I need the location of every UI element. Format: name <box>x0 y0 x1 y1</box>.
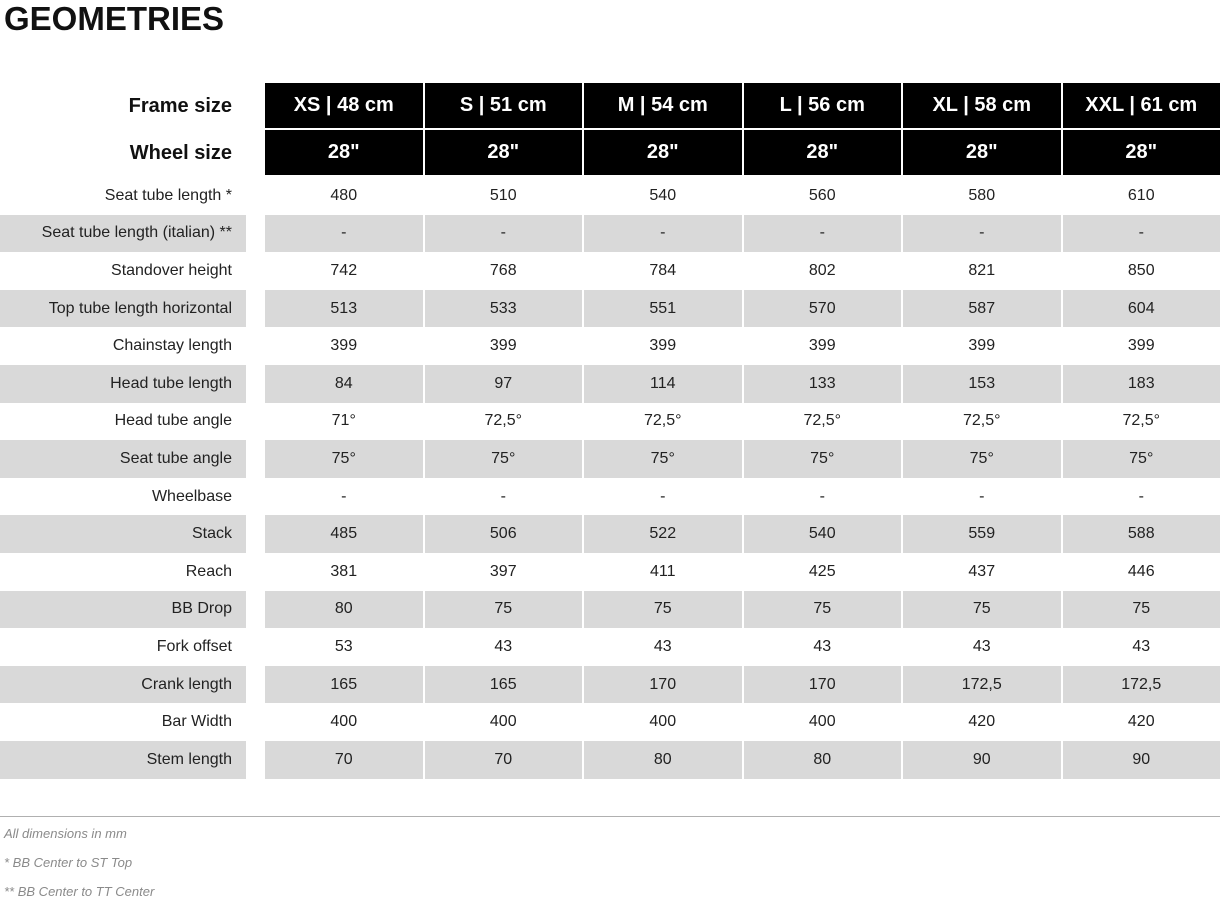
row-cells <box>265 741 1220 779</box>
table-cell: 172,5 <box>903 666 1063 704</box>
header-gap <box>246 130 265 177</box>
table-cell: 70 <box>265 741 425 779</box>
footer-divider <box>0 816 1220 817</box>
table-cell: 399 <box>265 327 425 365</box>
table-row <box>0 290 1220 328</box>
frame-size-m: M | 54 cm <box>584 83 744 130</box>
row-label: Crank length <box>0 666 246 704</box>
table-cell: 485 <box>265 515 425 553</box>
table-cell: 43 <box>903 628 1063 666</box>
row-cells <box>265 666 1220 704</box>
row-gap <box>246 177 265 215</box>
table-cell: 75 <box>584 591 744 629</box>
row-label: Bar Width <box>161 713 232 731</box>
table-cell: 425 <box>744 553 904 591</box>
table-row <box>0 703 1220 741</box>
table-cell: 75° <box>1063 440 1220 478</box>
table-cell: 399 <box>744 327 904 365</box>
table-cell: - <box>1063 215 1220 253</box>
table-cell: 420 <box>1127 713 1155 731</box>
row-gap <box>246 215 265 253</box>
table-cell: - <box>903 215 1063 253</box>
table-cell: 533 <box>425 290 585 328</box>
table-cell: 610 <box>1127 186 1155 204</box>
row-label: Head tube angle <box>114 412 232 430</box>
table-cell: 742 <box>265 252 425 290</box>
row-label: Chainstay length <box>112 337 232 355</box>
row-gap <box>246 403 265 441</box>
note-seat-tube: * BB Center to ST Top <box>4 855 133 870</box>
frame-size-header-row <box>0 83 1220 130</box>
table-cell: - <box>425 215 585 253</box>
table-cell: - <box>744 215 904 253</box>
table-cell: 411 <box>584 553 744 591</box>
frame-size-s: S | 51 cm <box>425 83 585 130</box>
table-row <box>0 591 1220 629</box>
table-cell: - <box>1138 487 1144 505</box>
table-cell: 43 <box>1132 637 1151 655</box>
table-cell: 821 <box>903 252 1063 290</box>
table-cell: - <box>265 215 425 253</box>
data-rows <box>0 177 1220 779</box>
row-label: Reach <box>185 562 232 580</box>
table-cell: 75 <box>1063 591 1220 629</box>
table-cell: 540 <box>584 177 744 215</box>
table-cell: 72,5° <box>1122 412 1161 430</box>
table-cell: 165 <box>265 666 425 704</box>
table-cell: 580 <box>903 177 1063 215</box>
row-cells <box>265 252 1220 290</box>
table-cell: 75° <box>744 440 904 478</box>
row-label: Wheelbase <box>151 487 232 505</box>
table-cell: 513 <box>265 290 425 328</box>
row-gap <box>246 666 265 704</box>
table-cell: 400 <box>265 703 425 741</box>
table-cell: 75 <box>903 591 1063 629</box>
table-cell: 75 <box>744 591 904 629</box>
table-cell: 90 <box>903 741 1063 779</box>
table-cell: 399 <box>903 327 1063 365</box>
table-cell: 170 <box>584 666 744 704</box>
table-row <box>0 440 1220 478</box>
table-row <box>0 666 1220 704</box>
table-cell: 72,5° <box>425 403 585 441</box>
table-cell: 522 <box>584 515 744 553</box>
table-cell: 75° <box>265 440 425 478</box>
table-cell: 400 <box>425 703 585 741</box>
table-cell: 420 <box>903 703 1063 741</box>
table-cell: 43 <box>584 628 744 666</box>
table-row <box>0 252 1220 290</box>
wheel-size-header-row <box>0 130 1220 177</box>
table-cell: 587 <box>903 290 1063 328</box>
table-row <box>0 628 1220 666</box>
row-label: Top tube length horizontal <box>0 290 246 328</box>
table-cell: 133 <box>744 365 904 403</box>
table-cell: 399 <box>425 327 585 365</box>
row-gap <box>246 252 265 290</box>
row-gap <box>246 327 265 365</box>
table-cell: 506 <box>425 515 585 553</box>
table-cell: 540 <box>744 515 904 553</box>
table-row <box>0 515 1220 553</box>
row-label: Stack <box>0 515 246 553</box>
table-cell: 71° <box>265 403 425 441</box>
table-row <box>0 478 1220 516</box>
row-label: Seat tube angle <box>0 440 246 478</box>
table-cell: 768 <box>425 252 585 290</box>
row-gap <box>246 290 265 328</box>
row-label: Seat tube length (italian) ** <box>0 215 246 253</box>
page-title: GEOMETRIES <box>4 0 225 37</box>
row-gap <box>246 741 265 779</box>
frame-size-label: Frame size <box>128 95 232 117</box>
table-cell: 850 <box>1127 261 1155 279</box>
table-cell: 397 <box>425 553 585 591</box>
row-cells <box>265 440 1220 478</box>
table-cell: - <box>265 478 425 516</box>
table-cell: 400 <box>744 703 904 741</box>
table-cell: 75° <box>584 440 744 478</box>
table-cell: 399 <box>1127 337 1155 355</box>
row-cells <box>265 553 1220 591</box>
table-cell: 588 <box>1063 515 1220 553</box>
header-gap <box>246 83 265 130</box>
wheel-size-xs: 28" <box>265 130 425 177</box>
table-cell: - <box>425 478 585 516</box>
row-gap <box>246 591 265 629</box>
table-row <box>0 365 1220 403</box>
table-cell: 72,5° <box>744 403 904 441</box>
table-cell: 153 <box>903 365 1063 403</box>
row-gap <box>246 553 265 591</box>
frame-size-xs: XS | 48 cm <box>265 83 425 130</box>
table-cell: 399 <box>584 327 744 365</box>
row-gap <box>246 440 265 478</box>
table-cell: 802 <box>744 252 904 290</box>
row-label: Head tube length <box>0 365 246 403</box>
table-cell: 80 <box>265 591 425 629</box>
row-label: BB Drop <box>0 591 246 629</box>
row-label: Fork offset <box>156 637 232 655</box>
table-cell: 75° <box>903 440 1063 478</box>
table-cell: 75° <box>425 440 585 478</box>
table-cell: 165 <box>425 666 585 704</box>
table-cell: 183 <box>1063 365 1220 403</box>
table-cell: 400 <box>584 703 744 741</box>
table-cell: 90 <box>1063 741 1220 779</box>
row-cells <box>265 215 1220 253</box>
row-gap <box>246 365 265 403</box>
table-cell: 560 <box>744 177 904 215</box>
wheel-size-s: 28" <box>425 130 585 177</box>
table-cell: 43 <box>744 628 904 666</box>
row-cells <box>265 478 1220 516</box>
geometry-table <box>0 83 1220 779</box>
row-label: Standover height <box>111 261 232 279</box>
row-gap <box>246 515 265 553</box>
table-cell: 784 <box>584 252 744 290</box>
table-cell: 170 <box>744 666 904 704</box>
wheel-size-m: 28" <box>584 130 744 177</box>
table-cell: 53 <box>265 628 425 666</box>
table-cell: 480 <box>265 177 425 215</box>
row-cells <box>265 628 1220 666</box>
row-cells <box>265 703 1220 741</box>
row-cells <box>265 591 1220 629</box>
frame-size-xl: XL | 58 cm <box>903 83 1063 130</box>
row-label: Seat tube length * <box>104 186 232 204</box>
table-cell: 604 <box>1063 290 1220 328</box>
row-cells <box>265 515 1220 553</box>
row-gap <box>246 703 265 741</box>
table-cell: - <box>584 215 744 253</box>
row-gap <box>246 628 265 666</box>
table-cell: 446 <box>1127 562 1155 580</box>
row-cells <box>265 365 1220 403</box>
table-cell: 381 <box>265 553 425 591</box>
table-cell: 172,5 <box>1063 666 1220 704</box>
table-cell: 437 <box>903 553 1063 591</box>
table-row <box>0 177 1220 215</box>
frame-size-l: L | 56 cm <box>744 83 904 130</box>
table-row <box>0 741 1220 779</box>
table-cell: - <box>903 478 1063 516</box>
wheel-size-l: 28" <box>744 130 904 177</box>
wheel-size-xxl: 28" <box>1063 130 1220 177</box>
table-cell: 75 <box>425 591 585 629</box>
note-seat-tube-italian: ** BB Center to TT Center <box>4 884 155 899</box>
row-cells <box>265 327 1220 365</box>
table-cell: 84 <box>265 365 425 403</box>
note-dimensions: All dimensions in mm <box>4 826 127 841</box>
table-cell: 80 <box>584 741 744 779</box>
table-cell: 97 <box>425 365 585 403</box>
table-cell: - <box>744 478 904 516</box>
table-row <box>0 327 1220 365</box>
table-cell: 80 <box>744 741 904 779</box>
table-cell: 43 <box>425 628 585 666</box>
table-cell: 72,5° <box>903 403 1063 441</box>
table-cell: - <box>584 478 744 516</box>
wheel-size-cells <box>265 130 1220 177</box>
table-cell: 559 <box>903 515 1063 553</box>
row-cells <box>265 290 1220 328</box>
table-cell: 72,5° <box>584 403 744 441</box>
table-cell: 510 <box>425 177 585 215</box>
row-cells <box>265 177 1220 215</box>
row-cells <box>265 403 1220 441</box>
wheel-size-xl: 28" <box>903 130 1063 177</box>
row-gap <box>246 478 265 516</box>
table-cell: 70 <box>425 741 585 779</box>
frame-size-cells <box>265 83 1220 130</box>
table-row <box>0 553 1220 591</box>
table-row <box>0 403 1220 441</box>
wheel-size-label: Wheel size <box>129 142 232 164</box>
table-row <box>0 215 1220 253</box>
table-cell: 114 <box>584 365 744 403</box>
table-cell: 570 <box>744 290 904 328</box>
row-label: Stem length <box>0 741 246 779</box>
frame-size-xxl: XXL | 61 cm <box>1063 83 1220 130</box>
table-cell: 551 <box>584 290 744 328</box>
